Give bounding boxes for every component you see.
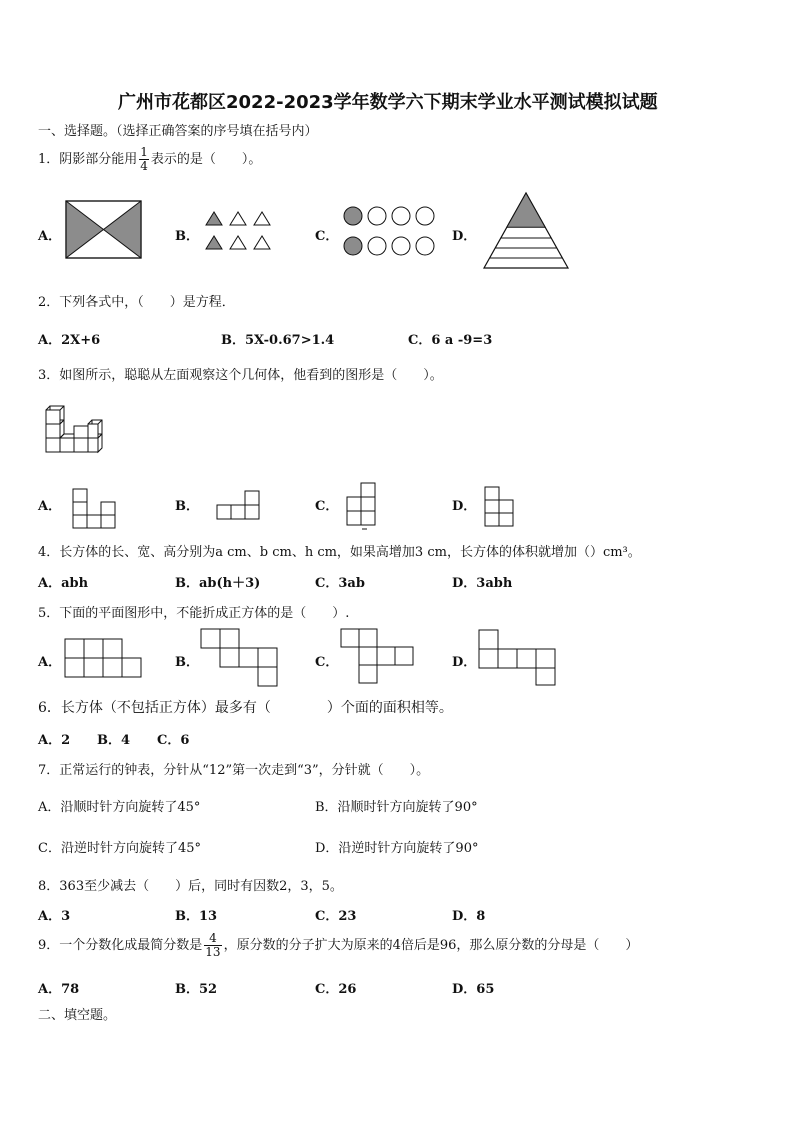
page-title: 广州市花都区2022-2023学年数学六下期末学业水平测试模拟试题: [118, 92, 658, 113]
q5-net-a: [64, 638, 146, 680]
q9-option-b: B．52: [175, 982, 218, 997]
q3-figure-b: [216, 490, 262, 520]
question-6-stem: 6．长方体（不包括正方体）最多有（ ）个面的面积相等。: [38, 700, 453, 716]
q3-option-d-label: D．: [452, 499, 477, 514]
q1-figure-b-triangles: [204, 210, 272, 254]
q1-figure-d-pyramid: [482, 191, 572, 271]
question-3-stem: 3．如图所示，聪聪从左面观察这个几何体，他看到的图形是（ ）。: [38, 368, 443, 383]
q5-option-c-label: C．: [315, 655, 339, 670]
q7-option-a: A．沿顺时针方向旋转了45°: [38, 800, 201, 815]
q1-option-d-label: D．: [452, 229, 477, 244]
q7-option-d: D．沿逆时针方向旋转了90°: [315, 841, 479, 856]
q6-option-b: B．4: [97, 733, 131, 748]
q3-figure-a: [72, 488, 116, 530]
question-5-stem: 5．下面的平面图形中，不能折成正方体的是（ ）.: [38, 606, 350, 621]
fraction: $\frac{1}{4}$: [140, 145, 148, 173]
question-4-stem: 4．长方体的长、宽、高分别为a cm、b cm、h cm，如果高增加3 cm，长方体的体积就增加（）cm³。: [38, 545, 641, 560]
q3-option-c-label: C．: [315, 499, 339, 514]
q7-option-c: C．沿逆时针方向旋转了45°: [38, 841, 201, 856]
q3-figure-d: [484, 486, 516, 530]
q4-option-a: A．abh: [38, 576, 89, 591]
q3-option-b-label: B．: [175, 499, 199, 514]
question-1-stem: 1．阴影部分能用 $\frac{1}{4}$ 表示的是（ ）。: [38, 145, 262, 173]
q9-option-a: A．78: [38, 982, 80, 997]
q5-net-b: [200, 628, 278, 688]
fraction: $\frac{4}{13}$: [205, 931, 221, 959]
q1-option-c-label: C．: [315, 229, 339, 244]
q8-option-c: C．23: [315, 909, 357, 924]
q3-solid-figure: [44, 404, 104, 454]
q2-option-a: A．2X+6: [38, 333, 101, 348]
section-heading-1: 一、选择题。（选择正确答案的序号填在括号内）: [38, 124, 318, 139]
q9-option-c: C．26: [315, 982, 357, 997]
question-7-stem: 7．正常运行的钟表，分针从“12”第一次走到“3”，分针就（ ）。: [38, 763, 430, 778]
q8-option-a: A．3: [38, 909, 71, 924]
q5-option-d-label: D．: [452, 655, 477, 670]
q1-figure-c-circles: [342, 205, 438, 259]
q6-option-a: A．2: [38, 733, 71, 748]
q9-option-d: D．65: [452, 982, 495, 997]
q3-figure-c: [346, 482, 378, 530]
q5-net-c: [340, 628, 416, 688]
q2-option-b: B．5X-0.67>1.4: [221, 333, 335, 348]
question-2-stem: 2．下列各式中，（ ）是方程．: [38, 295, 235, 310]
q6-option-c: C．6: [157, 733, 190, 748]
q1-option-a-label: A．: [38, 229, 62, 244]
question-8-stem: 8．363至少减去（ ）后，同时有因数2，3，5。: [38, 879, 343, 894]
q5-option-b-label: B．: [175, 655, 199, 670]
q7-option-b: B．沿顺时针方向旋转了90°: [315, 800, 478, 815]
question-9-stem: 9．一个分数化成最简分数是 $\frac{4}{13}$ ，原分数的分子扩大为原来的4倍后是96，那么原分数的分母是（ ）: [38, 931, 639, 959]
q4-option-c: C．3ab: [315, 576, 365, 591]
q4-option-d: D．3abh: [452, 576, 513, 591]
q4-option-b: B．ab(h＋3): [175, 576, 261, 591]
q1-figure-a-rectangle: [66, 201, 142, 259]
q3-option-a-label: A．: [38, 499, 62, 514]
q5-option-a-label: A．: [38, 655, 62, 670]
q2-option-c: C．6 a -9=3: [408, 333, 493, 348]
q5-net-d: [478, 629, 556, 689]
q1-option-b-label: B．: [175, 229, 199, 244]
q8-option-b: B．13: [175, 909, 218, 924]
section-heading-2: 二、填空题。: [38, 1008, 117, 1023]
q8-option-d: D．8: [452, 909, 486, 924]
